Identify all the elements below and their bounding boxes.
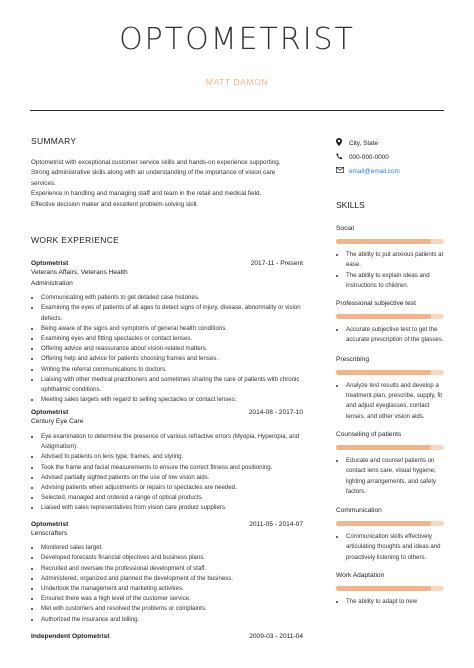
job-company: Lenscrafters bbox=[31, 529, 68, 537]
job-entry bbox=[31, 260, 303, 405]
skill-name: Professional subjective test bbox=[336, 300, 416, 308]
skill-bullets bbox=[336, 325, 444, 346]
list-item: • Meeting sales targets with regard to selling spectacles or contact lenses. bbox=[41, 395, 303, 405]
list-item: • Writing the referral communications to doctors. bbox=[41, 365, 303, 375]
summary-text bbox=[31, 158, 303, 210]
skill-bar bbox=[336, 239, 444, 244]
list-item: • Eye examination to determine the presence of various refractive errors (Myopia, Hyperopia, and Astigmatism). bbox=[41, 432, 303, 452]
location-text: City, State bbox=[349, 139, 379, 147]
list-item: • Educate and counsel patients on contact lens care, visual hygiene, lighting arrangements, and safety factors. bbox=[346, 456, 444, 497]
skill-bar-fill bbox=[336, 445, 431, 450]
list-item: • Communicating with patients to get detailed case histories. bbox=[41, 293, 303, 303]
phone-text: 000-000-0000 bbox=[349, 153, 389, 161]
candidate-name: MATT DAMON bbox=[205, 77, 269, 87]
map-marker-icon bbox=[336, 138, 346, 148]
skill-item bbox=[336, 572, 444, 607]
skills-title: SKILLS bbox=[336, 200, 365, 210]
job-bullets bbox=[31, 543, 303, 625]
skill-bullets bbox=[336, 456, 444, 497]
contact-phone bbox=[336, 150, 444, 164]
skill-bar-fill bbox=[336, 239, 431, 244]
job-title: Optometrist bbox=[31, 520, 69, 528]
list-item: • Undertook the management and marketing activities. bbox=[41, 584, 303, 594]
list-item: • Ensured there was a high level of the customer service. bbox=[41, 594, 303, 604]
skill-name: Social bbox=[336, 225, 354, 232]
skill-item bbox=[336, 225, 444, 291]
job-company: Century Eye Care bbox=[31, 418, 84, 426]
job-entry bbox=[31, 521, 303, 625]
job-company: Veterans Affairs, Veterans Health bbox=[31, 269, 128, 277]
skill-bar-fill bbox=[336, 521, 431, 526]
list-item: • Took the frame and facial measurements to ensure the correct fitness and positioning. bbox=[41, 463, 303, 473]
skill-name: Communication bbox=[336, 507, 382, 515]
list-item: • Liaising with other medical practitioners and sometimes sharing the care of patients with chronic ophthalmic conditions. bbox=[41, 375, 303, 395]
list-item: • Advised to patients on lens type, frames, and styling. bbox=[41, 452, 303, 462]
envelope-icon bbox=[336, 167, 346, 175]
skill-bar-fill bbox=[336, 370, 431, 375]
skill-item bbox=[336, 300, 444, 346]
left-column bbox=[31, 136, 303, 640]
list-item: • Recruited and oversaw the professional development of staff. bbox=[41, 564, 303, 574]
list-item: • Being aware of the signs and symptoms of general health conditions. bbox=[41, 324, 303, 334]
skill-bar bbox=[336, 370, 444, 375]
skill-bar bbox=[336, 521, 444, 526]
list-item: • Examining eyes and fitting spectacles or contact lenses. bbox=[41, 334, 303, 344]
skill-item bbox=[336, 507, 444, 563]
list-item: • Offering help and advice for patients choosing frames and lenses. bbox=[41, 354, 303, 364]
list-item: • Liaised with sales representatives from vision care product suppliers. bbox=[41, 503, 303, 513]
skill-bullets bbox=[336, 381, 444, 422]
header-divider bbox=[30, 110, 444, 111]
job-date: 2011-05 - 2014-07 bbox=[249, 520, 303, 528]
skill-item bbox=[336, 356, 444, 422]
list-item: • The ability to adapt to new bbox=[346, 597, 444, 607]
job-date: 2017-11 - Present bbox=[250, 260, 303, 268]
skill-bar bbox=[336, 445, 444, 450]
list-item: • Communication skills effectively articulating thoughts and ideas and proactively listening to others. bbox=[346, 532, 444, 563]
job-title: Independent Optometrist bbox=[31, 632, 110, 640]
skill-bar-fill bbox=[336, 314, 431, 319]
job-bullets bbox=[31, 432, 303, 514]
job-date: 2009-03 - 2011-04 bbox=[249, 632, 303, 640]
right-column bbox=[336, 136, 444, 607]
job-title: Optometrist bbox=[31, 409, 69, 417]
list-item: • The ability to put anxious patients at ease. bbox=[346, 250, 444, 271]
summary-line: Optometrist with exceptional customer service skills and hands-on experience supporting. bbox=[31, 159, 281, 166]
skill-bullets bbox=[336, 597, 444, 607]
job-entry bbox=[31, 409, 303, 513]
job-title-heading: OPTOMETRIST bbox=[119, 22, 355, 57]
list-item: • Advising patients when adjustments or repairs to spectacles are needed. bbox=[41, 483, 303, 493]
list-item: • Developed forecasts financial objectives and business plans. bbox=[41, 553, 303, 563]
list-item: • Offering advice and reassurance about vision-related matters. bbox=[41, 344, 303, 354]
skill-bullets bbox=[336, 250, 444, 291]
list-item: • Accurate subjective test to get the accurate prescription of the glasses. bbox=[346, 325, 444, 346]
skill-item bbox=[336, 431, 444, 497]
list-item: • Administered, organized and planned the development of the business. bbox=[41, 574, 303, 584]
summary-line: Experience in handling and managing staff and team in the retail and medical field. bbox=[31, 190, 262, 198]
summary-line: Strong administrative skills along with an understanding of the importance of vision care bbox=[31, 169, 276, 177]
list-item: • The ability to explain ideas and instructions to children. bbox=[346, 271, 444, 292]
list-item: • Selected, managed and ordered a range of optical products. bbox=[41, 493, 303, 503]
contact-location bbox=[336, 136, 444, 150]
email-link[interactable]: email@email.com bbox=[349, 167, 400, 175]
skill-bar bbox=[336, 314, 444, 319]
job-title: Optometrist bbox=[31, 260, 69, 268]
work-experience-title: WORK EXPERIENCE bbox=[31, 235, 120, 246]
list-item: • Analyze test results and develop a treatment plan, prescribe, supply, fit and adjust eyeglasses, contact lenses, and other vision aids. bbox=[346, 381, 444, 422]
list-item: • Examining the eyes of patients of all ages to detect signs of injury, disease, abnormality or vision defects. bbox=[41, 303, 303, 323]
contact-email[interactable] bbox=[336, 164, 444, 178]
job-date: 2014-08 - 2017-10 bbox=[248, 409, 303, 417]
skill-bullets bbox=[336, 532, 444, 563]
job-company: Administration bbox=[31, 279, 73, 287]
list-item: • Met with customers and resolved the problems or complaints. bbox=[41, 604, 303, 614]
skill-name: Work Adaptation bbox=[336, 572, 385, 580]
summary-line: services. bbox=[31, 179, 56, 187]
summary-title: SUMMARY bbox=[31, 136, 77, 146]
skill-bar bbox=[336, 586, 444, 591]
job-entry bbox=[31, 633, 303, 640]
list-item: • Authorized the insurance and billing. bbox=[41, 615, 303, 625]
list-item: • Advised partially sighted patients on the use of low vision aids. bbox=[41, 473, 303, 483]
list-item: • Monitored sales target. bbox=[41, 543, 303, 553]
job-bullets bbox=[31, 293, 303, 405]
skill-name: Prescribing bbox=[336, 355, 369, 363]
skill-bar-fill bbox=[336, 586, 431, 591]
phone-icon bbox=[336, 153, 346, 162]
summary-line: Effective decision maker and excellent problem-solving skill. bbox=[31, 200, 199, 208]
skill-name: Counseling of patients bbox=[336, 430, 402, 438]
